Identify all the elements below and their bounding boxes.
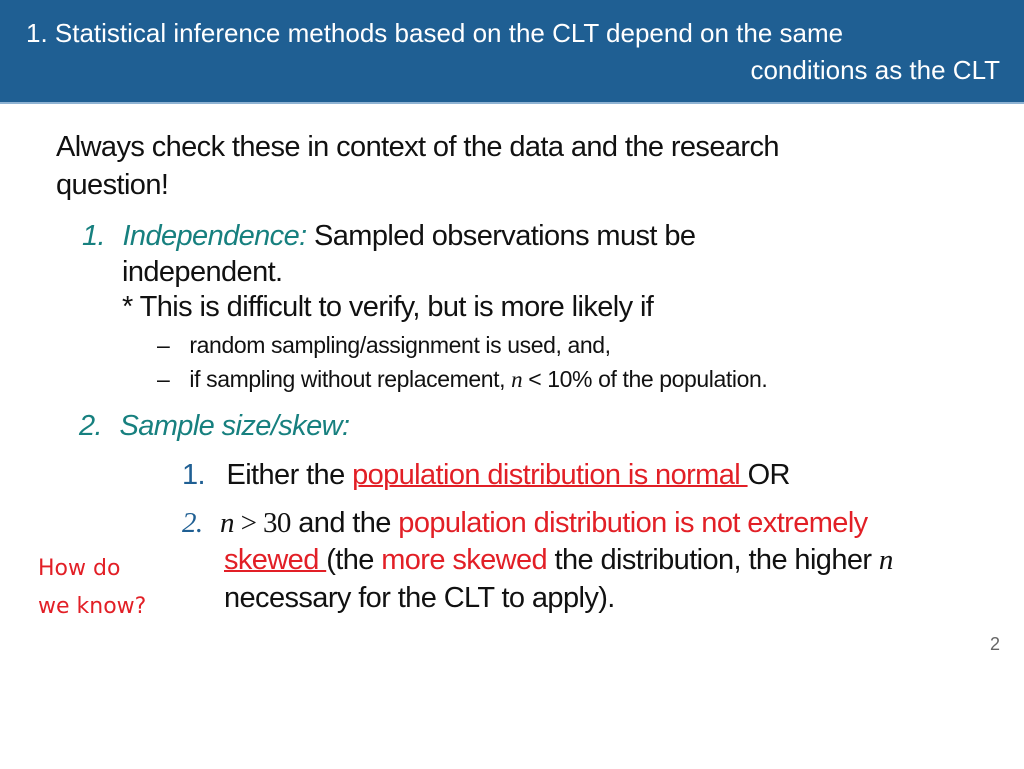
side-question-line-2: we know? — [38, 594, 147, 619]
sub-item-large-n-line-2 — [224, 544, 893, 577]
variable-n: n — [511, 367, 523, 392]
sub-item-large-n — [182, 507, 868, 540]
sub-item-large-n-line-3: necessary for the CLT to apply). — [224, 582, 615, 614]
bullet-without-replacement — [157, 366, 767, 393]
side-question — [38, 550, 146, 626]
bullet-random-sampling — [157, 332, 611, 359]
bullet-text: if sampling without replacement, — [189, 366, 512, 392]
bullet-dash: – — [157, 366, 170, 392]
side-question-line-1: How do — [38, 556, 121, 581]
bullet-text: random sampling/assignment is used, and, — [189, 332, 611, 358]
variable-n: n — [220, 507, 234, 539]
intro-line-1: Always check these in context of the data and the research — [56, 131, 779, 163]
operator: > — [233, 507, 263, 539]
slide-title-line-2: conditions as the CLT — [750, 55, 1000, 85]
condition-number: 2. — [79, 410, 102, 442]
condition-text: Sampled observations must be — [306, 220, 696, 252]
highlight-more-skewed: more skewed — [381, 544, 548, 576]
highlight-not-extremely: population distribution is not extremely — [398, 507, 868, 539]
sub-item-number: 1. — [182, 459, 205, 491]
intro-line-2: question! — [56, 169, 169, 201]
independence-note: * This is difficult to verify, but is more likely if — [122, 291, 654, 323]
sub-item-number: 2. — [182, 507, 203, 539]
variable-n: n — [878, 544, 893, 576]
condition-term: Independence: — [122, 220, 307, 252]
bullet-dash: – — [157, 332, 170, 358]
condition-sample-size — [79, 410, 349, 443]
sub-item-text: Either the — [226, 459, 353, 491]
highlight-normal: population distribution is normal — [352, 459, 748, 491]
intro-text — [56, 128, 876, 204]
condition-number: 1. — [82, 220, 105, 252]
sub-item-text: the distribution, the higher — [547, 544, 879, 576]
sub-item-or: OR — [747, 459, 790, 491]
page-number: 2 — [990, 634, 1001, 654]
sub-item-text: and the — [290, 507, 399, 539]
condition-text-cont: independent. — [122, 256, 283, 288]
slide-title-line-1: 1. Statistical inference methods based on the CLT depend on the same — [26, 18, 844, 48]
highlight-skewed: skewed — [224, 544, 327, 576]
slide-title-bar — [0, 0, 1024, 104]
bullet-text-end: < 10% of the population. — [522, 366, 768, 392]
sub-item-normal — [182, 459, 790, 492]
threshold-value: 30 — [263, 507, 291, 539]
condition-term: Sample size/skew: — [119, 410, 350, 442]
sub-item-text: (the — [326, 544, 382, 576]
condition-independence — [82, 220, 695, 253]
